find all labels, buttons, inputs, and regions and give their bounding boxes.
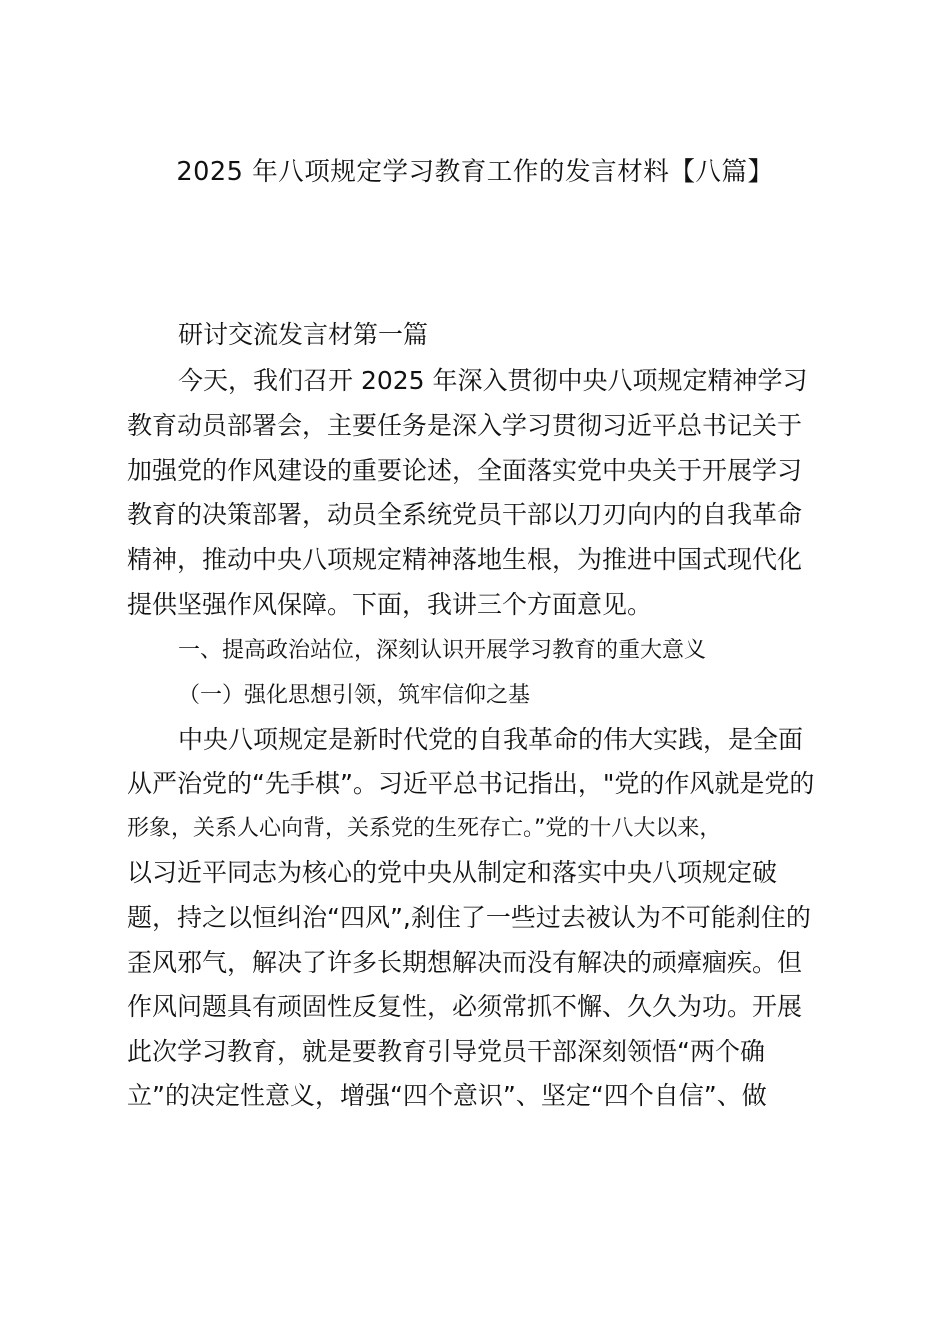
paragraph-line: 歪风邪气，解决了许多长期想解决而没有解决的顽瘴痼疾。但 [127, 948, 803, 977]
paragraph-line: 中央八项规定是新时代党的自我革命的伟大实践，是全面 [178, 725, 804, 754]
paragraph-line: 立”的决定性意义，增强“四个意识”、坚定“四个自信”、做 [127, 1081, 767, 1110]
paragraph-line: 精神，推动中央八项规定精神落地生根，为推进中国式现代化 [127, 545, 803, 574]
paragraph-line: 从严治党的“先手棋”。习近平总书记指出，"党的作风就是党的 [127, 769, 815, 798]
document-title: 2025 年八项规定学习教育工作的发言材料【八篇】 [176, 157, 774, 187]
paragraph-line: 今天，我们召开 2025 年深入贯彻中央八项规定精神学习 [178, 366, 808, 395]
paragraph-line: 加强党的作风建设的重要论述，全面落实党中央关于开展学习 [127, 456, 803, 485]
paragraph-line: 提供坚强作风保障。下面，我讲三个方面意见。 [127, 590, 653, 619]
paragraph-line: 教育动员部署会，主要任务是深入学习贯彻习近平总书记关于 [127, 411, 803, 440]
subsection-heading: （一）强化思想引领，筑牢信仰之基 [178, 683, 531, 708]
paragraph-line: 题，持之以恒纠治“四风”,刹住了一些过去被认为不可能刹住的 [127, 903, 811, 932]
section-heading: 研讨交流发言材第一篇 [178, 320, 429, 349]
subsection-heading: 一、提高政治站位，深刻认识开展学习教育的重大意义 [178, 638, 707, 663]
paragraph-line: 此次学习教育，就是要教育引导党员干部深刻领悟“两个确 [127, 1037, 765, 1066]
paragraph-line: 教育的决策部署，动员全系统党员干部以刀刃向内的自我革命 [127, 500, 803, 529]
paragraph-line: 作风问题具有顽固性反复性，必须常抓不懈、久久为功。开展 [127, 992, 803, 1021]
paragraph-line: 以习近平同志为核心的党中央从制定和落实中央八项规定破 [127, 858, 778, 887]
paragraph-line: 形象，关系人心向背，关系党的生死存亡。”党的十八大以来， [127, 816, 722, 841]
